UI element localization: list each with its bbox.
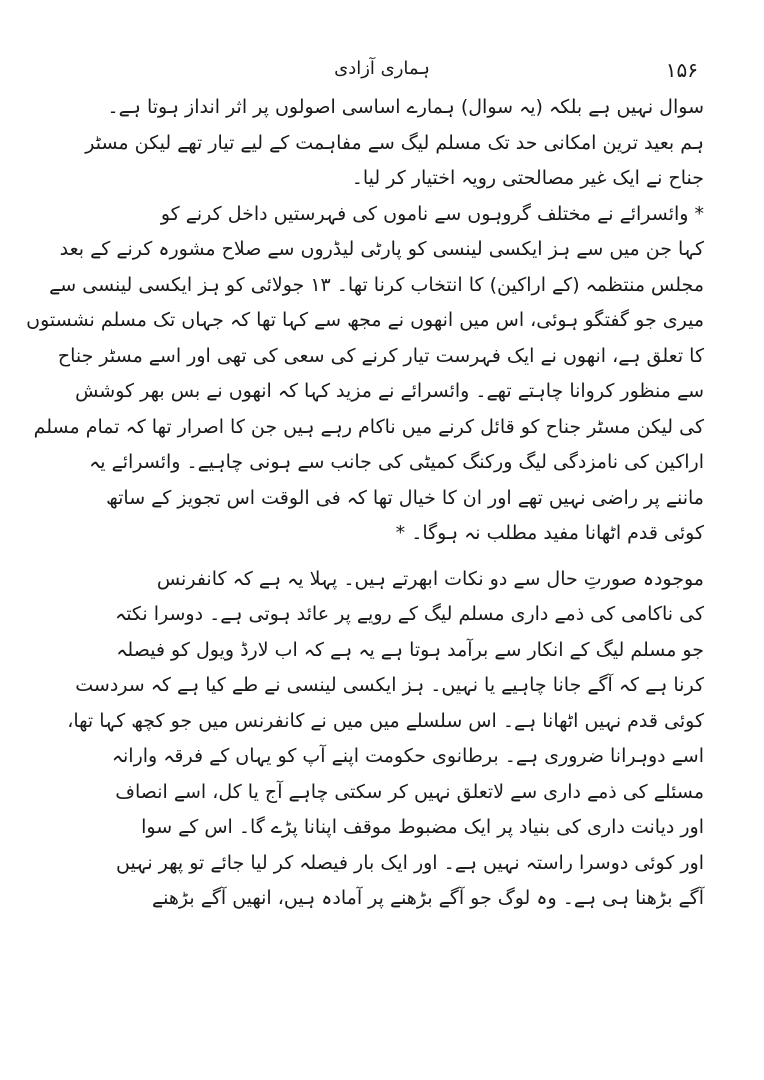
running-title: ہماری آزادی xyxy=(334,58,430,79)
text-line: سوال نہیں ہے بلکہ (یہ سوال) ہمارے اساسی اصولوں پر اثر انداز ہوتا ہے۔ xyxy=(107,96,704,118)
text-line: مسئلے کی ذمے داری سے لاتعلق نہیں کر سکتی چاہے آج یا کل، اسے انصاف xyxy=(115,780,704,803)
text-line: اراکین کی نامزدگی لیگ ورکنگ کمیٹی کی جانب سے ہونی چاہیے۔ وائسرائے یہ xyxy=(89,451,704,473)
text-line: کا تعلق ہے، انھوں نے ایک فہرست تیار کرنے کی سعی کی تھی اور اسے مسٹر جناح xyxy=(57,344,704,367)
text-line: کی لیکن مسٹر جناح کو قائل کرنے میں ناکام رہے ہیں جن کا اصرار تھا کہ تمام مسلم xyxy=(33,415,704,438)
text-line: مجلس منتظمہ (کے اراکین) کا انتخاب کرنا تھا۔ ۱۳ جولائی کو ہز ایکسی لینسی سے xyxy=(49,273,704,296)
text-line: ماننے پر راضی نہیں تھے اور ان کا خیال تھا کہ فی الوقت اس تجویز کے ساتھ xyxy=(106,486,704,509)
text-line: ہم بعید ترین امکانی حد تک مسلم لیگ سے مفاہمت کے لیے تیار تھے لیکن مسٹر xyxy=(85,131,704,154)
text-line: * وائسرائے نے مختلف گروہوں سے ناموں کی فہرستیں داخل کرنے کو xyxy=(160,202,704,225)
text-line: سے منظور کروانا چاہتے تھے۔ وائسرائے نے مزید کہا کہ انھوں نے بس بھر کوشش xyxy=(75,380,704,402)
text-line: جو مسلم لیگ کے انکار سے برآمد ہوتا ہے یہ ہے کہ اب لارڈ ویول کو فیصلہ xyxy=(116,638,704,661)
text-line: میری جو گفتگو ہوئی، اس میں انھوں نے مجھ سے کہا تھا کہ جہاں تک مسلم نشستوں xyxy=(26,309,704,331)
paragraph-gap xyxy=(92,552,704,562)
text-line: کرنا ہے کہ آگے جانا چاہیے یا نہیں۔ ہز ایکسی لینسی نے طے کیا ہے کہ سردست xyxy=(75,674,704,696)
text-line: اور کوئی دوسرا راستہ نہیں ہے۔ اور ایک بار فیصلہ کر لیا جائے تو پھر نہیں xyxy=(116,851,704,874)
body-text xyxy=(26,90,704,917)
text-line: موجودہ صورتِ حال سے دو نکات ابھرتے ہیں۔ پہلا یہ ہے کہ کانفرنس xyxy=(156,567,704,590)
page-header xyxy=(0,58,764,88)
text-line: کی ناکامی کی ذمے داری مسلم لیگ کے رویے پر عائد ہوتی ہے۔ دوسرا نکتہ xyxy=(115,603,704,625)
text-line: آگے بڑھنا ہی ہے۔ وہ لوگ جو آگے بڑھنے پر آمادہ ہیں، انھیں آگے بڑھنے xyxy=(152,887,704,909)
text-line: اسے دوہرانا ضروری ہے۔ برطانوی حکومت اپنے آپ کو یہاں کے فرقہ وارانہ xyxy=(111,745,704,767)
text-line: کوئی قدم نہیں اٹھانا ہے۔ اس سلسلے میں میں نے کانفرنس میں جو کچھ کہا تھا، xyxy=(67,709,704,732)
text-line: جناح نے ایک غیر مصالحتی رویہ اختیار کر لیا۔ xyxy=(351,167,704,189)
text-line: اور دیانت داری کی بنیاد پر ایک مضبوط موقف اپنانا پڑے گا۔ اس کے سوا xyxy=(141,816,704,838)
text-line: کوئی قدم اٹھانا مفید مطلب نہ ہوگا۔ * xyxy=(395,522,704,544)
text-line: کہا جن میں سے ہز ایکسی لینسی کو پارٹی لیڈروں سے صلاح مشورہ کرنے کے بعد xyxy=(59,238,704,260)
page-number: ۱۵۶ xyxy=(665,58,698,82)
